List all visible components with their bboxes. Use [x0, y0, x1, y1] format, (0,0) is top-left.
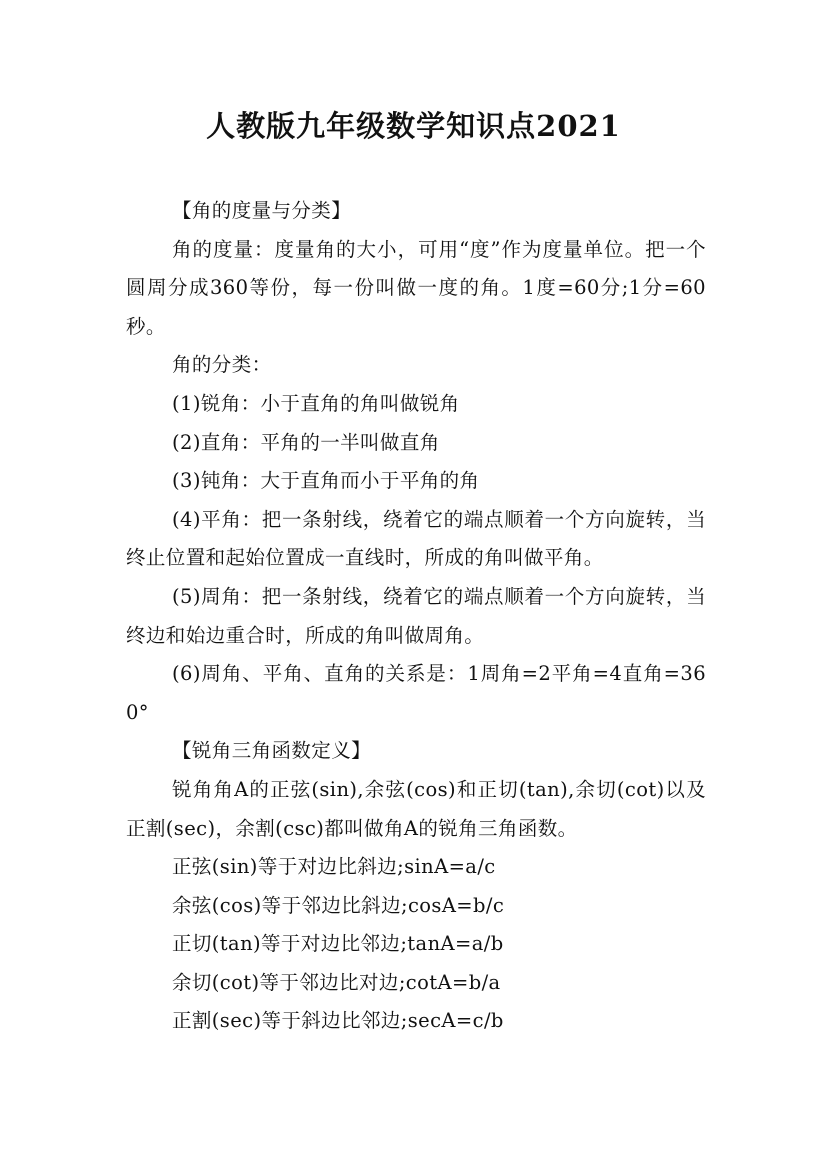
formula-sin: 正弦(sin)等于对边比斜边;sinA=a/c: [172, 855, 496, 879]
document-body: [126, 192, 706, 1041]
formula-cos: 余弦(cos)等于邻边比斜边;cosA=b/c: [172, 893, 505, 917]
list-item-straight-angle: (4)平角：把一条射线，绕着它的端点顺着一个方向旋转，当终止位置和起始位置成一直线时，所成的角叫做平角。: [126, 507, 706, 570]
formula-tan: 正切(tan)等于对边比邻边;tanA=a/b: [172, 932, 504, 956]
formula-cot: 余切(cot)等于邻边比对边;cotA=b/a: [172, 970, 501, 994]
list-item-full-angle: (5)周角：把一条射线，绕着它的端点顺着一个方向旋转，当终边和始边重合时，所成的角叫做周角。: [126, 584, 706, 647]
section-heading-trig-definition: 【锐角三角函数定义】: [172, 739, 372, 763]
section-heading-angle-measure: 【角的度量与分类】: [172, 199, 352, 222]
paragraph-angle-classification: 角的分类：: [172, 353, 272, 377]
formula-sec: 正割(sec)等于斜边比邻边;secA=c/b: [172, 1009, 504, 1033]
paragraph-angle-measure: 角的度量：度量角的大小，可用“度”作为度量单位。把一个圆周分成360等份，每一份叫做一度的角。1度=60分;1分=60秒。: [126, 237, 706, 338]
list-item-acute-angle: (1)锐角：小于直角的角叫做锐角: [172, 391, 460, 415]
paragraph-trig-functions: 锐角角A的正弦(sin),余弦(cos)和正切(tan),余切(cot)以及正割(sec)，余割(csc)都叫做角A的锐角三角函数。: [126, 777, 706, 840]
list-item-angle-relation: (6)周角、平角、直角的关系是：1周角=2平角=4直角=360°: [126, 662, 706, 724]
list-item-right-angle: (2)直角：平角的一半叫做直角: [172, 430, 440, 454]
document-title: 人教版九年级数学知识点2021: [206, 109, 621, 143]
list-item-obtuse-angle: (3)钝角：大于直角而小于平角的角: [172, 469, 480, 493]
